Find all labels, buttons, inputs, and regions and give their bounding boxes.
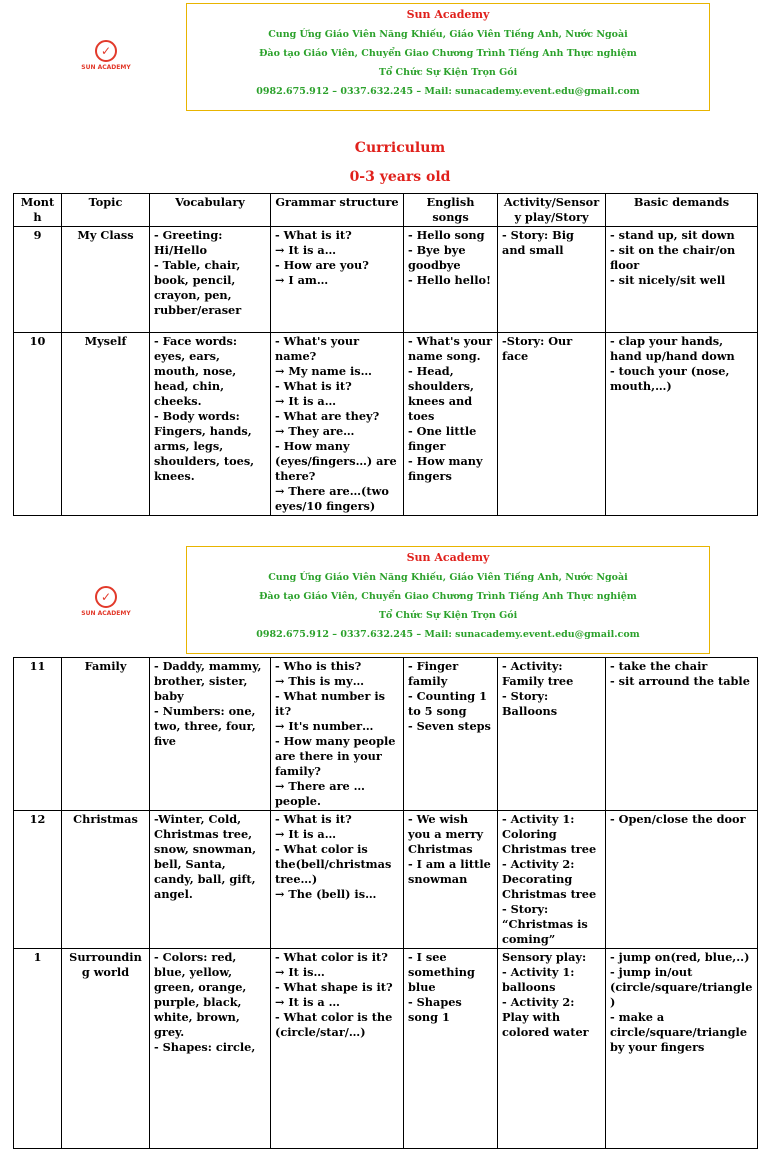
- cell-line: → My name is…: [275, 364, 372, 378]
- grammar-cell: [271, 227, 404, 333]
- cell-line: Hi/Hello: [154, 243, 208, 257]
- month-cell: 11: [14, 658, 62, 811]
- header-line-2: Đào tạo Giáo Viên, Chuyển Giao Chương Trình Tiếng Anh Thực nghiệm: [259, 591, 637, 602]
- topic-cell: Myself: [62, 333, 150, 516]
- month-cell: 1: [14, 949, 62, 1149]
- cell-line: - Who is this?: [275, 659, 362, 673]
- activity-cell: [498, 333, 606, 516]
- logo-text: SUN ACADEMY: [81, 64, 131, 71]
- cell-line: - Story: “Christmas is coming”: [502, 902, 588, 946]
- cell-line: - Shapes: circle,: [154, 1040, 256, 1054]
- cell-line: - make a circle/square/triangle by your fingers: [610, 1010, 748, 1054]
- demands-cell: [606, 658, 758, 811]
- cell-line: - sit arround the table: [610, 674, 750, 688]
- topic-cell: Surrounding world: [62, 949, 150, 1149]
- activity-cell: [498, 949, 606, 1149]
- cell-line: - What is it?: [275, 379, 352, 393]
- month-cell: 10: [14, 333, 62, 516]
- vocabulary-cell: [150, 949, 271, 1149]
- cell-line: - clap your hands, hand up/hand down: [610, 334, 735, 363]
- cell-line: - Activity 2: Decorating Christmas tree: [502, 857, 597, 901]
- cell-line: - Open/close the door: [610, 812, 746, 826]
- demands-cell: [606, 333, 758, 516]
- cell-line: - jump on(red, blue,..): [610, 950, 750, 964]
- cell-line: - What's your name?: [275, 334, 360, 363]
- cell-line: - Table, chair, book, pencil, crayon, pen, rubber/eraser: [154, 258, 242, 317]
- cell-line: - How are you?: [275, 258, 369, 272]
- cell-line: - sit nicely/sit well: [610, 273, 726, 287]
- column-header: Month: [14, 194, 62, 227]
- cell-line: - Bye bye goodbye: [408, 243, 466, 272]
- cell-line: - sit on the chair/on floor: [610, 243, 736, 272]
- cell-line: - Numbers: one, two, three, four, five: [154, 704, 256, 748]
- songs-cell: [404, 333, 498, 516]
- cell-line: - One little finger: [408, 424, 477, 453]
- cell-line: → It's number…: [275, 719, 374, 733]
- cell-line: - Body words: Fingers, hands, arms, legs, shoulders, toes, knees.: [154, 409, 255, 483]
- cell-line: - Activity 1: Coloring Christmas tree: [502, 812, 597, 856]
- logo-text: SUN ACADEMY: [81, 610, 131, 617]
- cell-line: - I see something blue: [408, 950, 475, 994]
- cell-line: - Greeting:: [154, 228, 223, 242]
- cell-line: - Shapes song 1: [408, 995, 462, 1024]
- cell-line: - Story: Balloons: [502, 689, 558, 718]
- cell-line: - Activity 2: Play with colored water: [502, 995, 589, 1039]
- cell-line: → It is a …: [275, 995, 340, 1009]
- header-line-1: Cung Ứng Giáo Viên Năng Khiếu, Giáo Viên Tiếng Anh, Nước Ngoài: [268, 572, 628, 583]
- cell-line: - stand up, sit down: [610, 228, 735, 242]
- column-header: Grammar structure: [271, 194, 404, 227]
- header-line-3: Tổ Chức Sự Kiện Trọn Gói: [378, 610, 518, 621]
- cell-line: - What is it?: [275, 228, 352, 242]
- cell-line: - touch your (nose, mouth,…): [610, 364, 730, 393]
- header-box: [186, 3, 710, 111]
- column-header: Vocabulary: [150, 194, 271, 227]
- cell-line: -Winter, Cold, Christmas tree, snow, snowman, bell, Santa, candy, ball, gift, angel.: [154, 812, 257, 901]
- grammar-cell: [271, 333, 404, 516]
- cell-line: → There are … people.: [275, 779, 365, 808]
- demands-cell: [606, 949, 758, 1149]
- songs-cell: [404, 658, 498, 811]
- cell-line: - What color is it?: [275, 950, 388, 964]
- logo: [56, 40, 156, 120]
- column-header: English songs: [404, 194, 498, 227]
- cell-line: - How many fingers: [408, 454, 483, 483]
- header-line-4: 0982.675.912 – 0337.632.245 – Mail: sunacademy.event.edu@gmail.com: [256, 86, 640, 97]
- cell-line: - What color is the (circle/star/…): [275, 1010, 393, 1039]
- cell-line: - How many (eyes/fingers…) are there?: [275, 439, 397, 483]
- activity-cell: [498, 658, 606, 811]
- month-cell: 9: [14, 227, 62, 333]
- table-header-row: [14, 194, 758, 227]
- cell-line: - Activity: Family tree: [502, 659, 574, 688]
- cell-line: - How many people are there in your family?: [275, 734, 396, 778]
- cell-line: - I am a little snowman: [408, 857, 491, 886]
- table-row: [14, 227, 758, 333]
- cell-line: Sensory play:: [502, 950, 587, 964]
- cell-line: - What is it?: [275, 812, 352, 826]
- month-cell: 12: [14, 811, 62, 949]
- table-row: [14, 658, 758, 811]
- logo-check-icon: ✓: [95, 40, 117, 62]
- cell-line: - Head, shoulders, knees and toes: [408, 364, 474, 423]
- cell-line: -Story: Our face: [502, 334, 573, 363]
- cell-line: - Finger family: [408, 659, 459, 688]
- cell-line: → This is my…: [275, 674, 365, 688]
- cell-line: - Activity 1: balloons: [502, 965, 575, 994]
- header-line-2: Đào tạo Giáo Viên, Chuyển Giao Chương Trình Tiếng Anh Thực nghiệm: [259, 48, 637, 59]
- activity-cell: [498, 227, 606, 333]
- column-header: Basic demands: [606, 194, 758, 227]
- songs-cell: [404, 811, 498, 949]
- cell-line: → It is a…: [275, 827, 337, 841]
- songs-cell: [404, 227, 498, 333]
- header-org: Sun Academy: [406, 551, 490, 564]
- cell-line: → They are…: [275, 424, 355, 438]
- grammar-cell: [271, 658, 404, 811]
- table-row: [14, 811, 758, 949]
- demands-cell: [606, 811, 758, 949]
- cell-line: → The (bell) is…: [275, 887, 377, 901]
- cell-line: - Hello hello!: [408, 273, 492, 287]
- activity-cell: [498, 811, 606, 949]
- vocabulary-cell: [150, 658, 271, 811]
- logo: [56, 586, 156, 666]
- page-title: Curriculum: [354, 140, 446, 156]
- cell-line: - What color is the(bell/christmas tree…): [275, 842, 392, 886]
- topic-cell: My Class: [62, 227, 150, 333]
- curriculum-table-2: [13, 657, 758, 1149]
- topic-cell: Christmas: [62, 811, 150, 949]
- vocabulary-cell: [150, 333, 271, 516]
- cell-line: - jump in/out (circle/square/triangle): [610, 965, 753, 1009]
- column-header: Topic: [62, 194, 150, 227]
- demands-cell: [606, 227, 758, 333]
- table-row: [14, 949, 758, 1149]
- curriculum-table-1: [13, 193, 758, 516]
- cell-line: - Daddy, mammy, brother, sister, baby: [154, 659, 262, 703]
- cell-line: - Hello song: [408, 228, 485, 242]
- cell-line: - What number is it?: [275, 689, 385, 718]
- column-header: Activity/Sensory play/Story: [498, 194, 606, 227]
- grammar-cell: [271, 949, 404, 1149]
- cell-line: - We wish you a merry Christmas: [408, 812, 484, 856]
- grammar-cell: [271, 811, 404, 949]
- cell-line: → There are…(two eyes/10 fingers): [275, 484, 389, 513]
- cell-line: - Story: Big and small: [502, 228, 574, 257]
- cell-line: - What's your name song.: [408, 334, 493, 363]
- vocabulary-cell: [150, 811, 271, 949]
- header-line-4: 0982.675.912 – 0337.632.245 – Mail: sunacademy.event.edu@gmail.com: [256, 629, 640, 640]
- table-row: [14, 333, 758, 516]
- page-subtitle: 0-3 years old: [349, 169, 451, 185]
- header-line-1: Cung Ứng Giáo Viên Năng Khiếu, Giáo Viên Tiếng Anh, Nước Ngoài: [268, 29, 628, 40]
- header-box: [186, 546, 710, 654]
- songs-cell: [404, 949, 498, 1149]
- cell-line: → It is…: [275, 965, 325, 979]
- cell-line: → It is a…: [275, 243, 337, 257]
- cell-line: - Face words: eyes, ears, mouth, nose, head, chin, cheeks.: [154, 334, 237, 408]
- cell-line: - What are they?: [275, 409, 380, 423]
- vocabulary-cell: [150, 227, 271, 333]
- cell-line: → I am…: [275, 273, 329, 287]
- cell-line: - Seven steps: [408, 719, 491, 733]
- header-org: Sun Academy: [406, 8, 490, 21]
- cell-line: - take the chair: [610, 659, 708, 673]
- topic-cell: Family: [62, 658, 150, 811]
- header-line-3: Tổ Chức Sự Kiện Trọn Gói: [378, 67, 518, 78]
- cell-line: - Counting 1 to 5 song: [408, 689, 487, 718]
- cell-line: → It is a…: [275, 394, 337, 408]
- cell-line: - Colors: red, blue, yellow, green, orange, purple, black, white, brown, grey.: [154, 950, 247, 1039]
- cell-line: - What shape is it?: [275, 980, 393, 994]
- logo-check-icon: ✓: [95, 586, 117, 608]
